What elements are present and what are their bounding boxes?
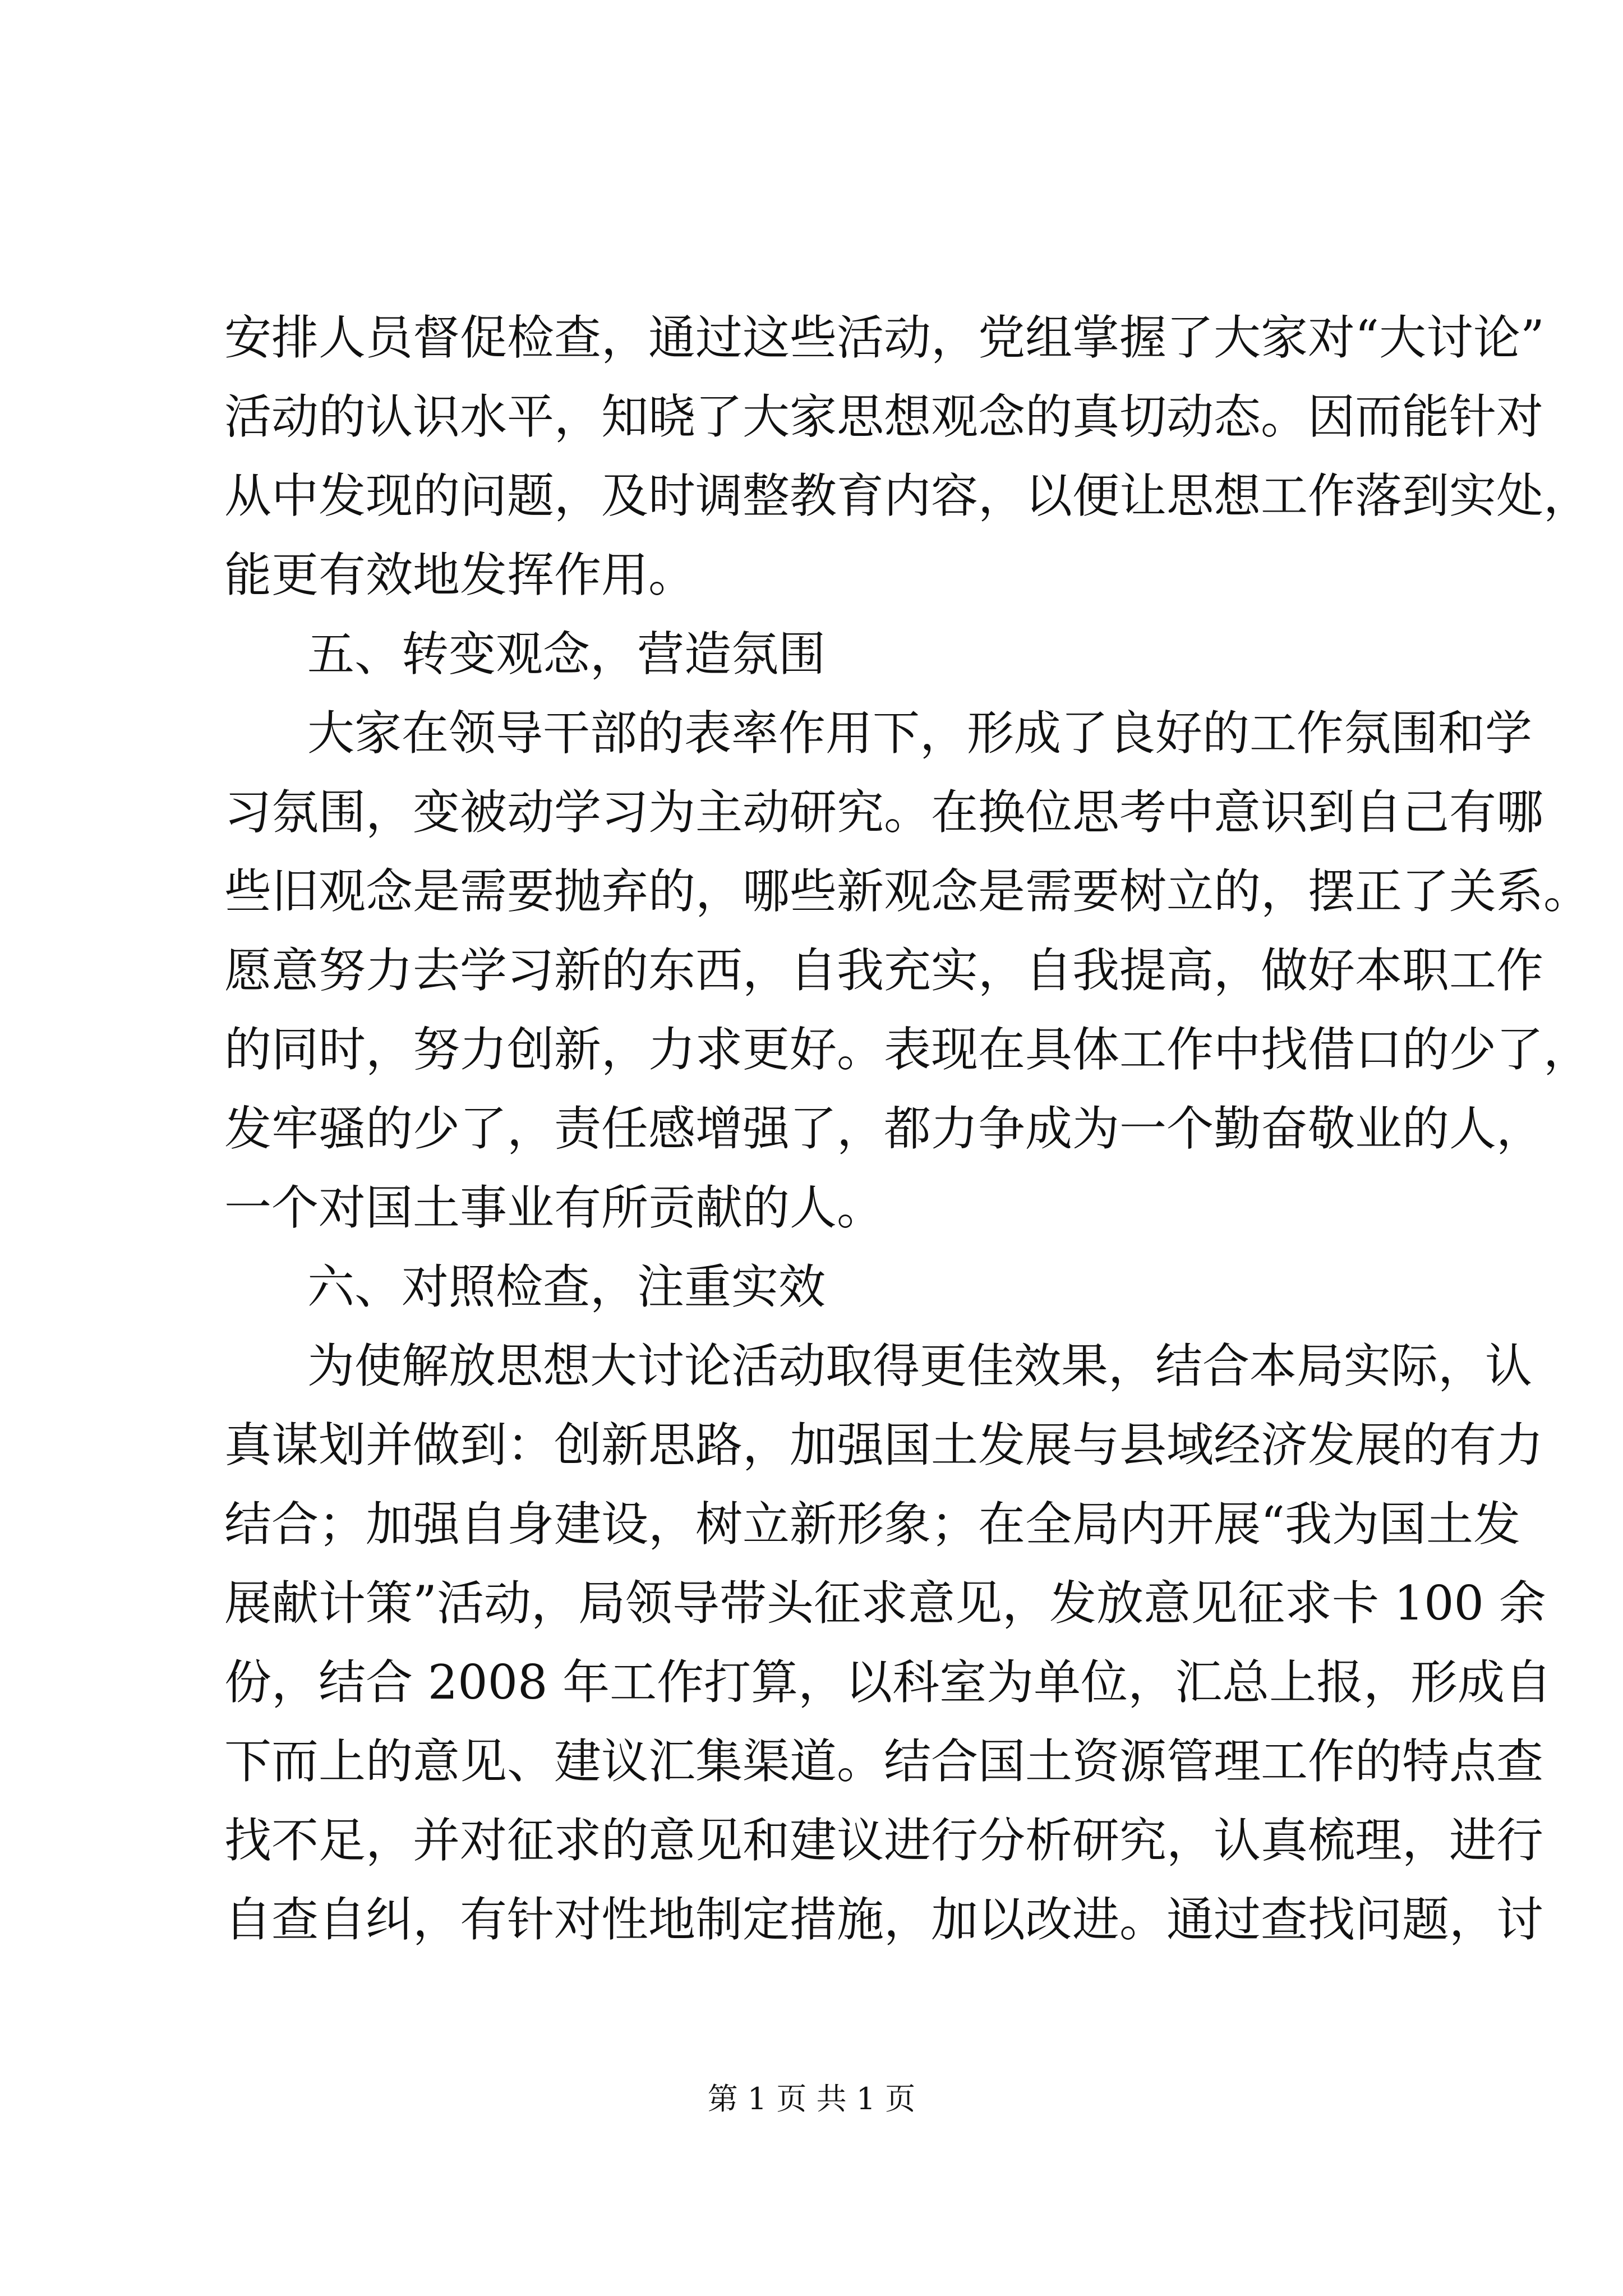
paragraph-line: 从中发现的问题，及时调整教育内容，以便让思想工作落到实处， [224, 468, 1591, 523]
paragraph-line: 些旧观念是需要抛弃的，哪些新观念是需要树立的，摆正了关系。 [224, 864, 1591, 919]
paragraph-line: 份，结合 2008 年工作打算，以科室为单位，汇总上报，形成自 [224, 1655, 1552, 1710]
page-footer: 第 1 页 共 1 页 [707, 2081, 916, 2116]
paragraph-line: 下而上的意见、建议汇集渠道。结合国土资源管理工作的特点查 [224, 1734, 1544, 1789]
paragraph-line: 真谋划并做到：创新思路，加强国土发展与县域经济发展的有力 [224, 1418, 1544, 1473]
paragraph-line: 一个对国土事业有所贡献的人。 [224, 1180, 884, 1235]
paragraph-line: 安排人员督促检查，通过这些活动，党组掌握了大家对“大讨论” [224, 310, 1544, 365]
paragraph-line: 发牢骚的少了，责任感增强了，都力争成为一个勤奋敬业的人， [224, 1101, 1544, 1156]
paragraph-line: 能更有效地发挥作用。 [224, 547, 696, 602]
section-heading: 六、对照检查，注重实效 [307, 1259, 826, 1314]
section-heading: 五、转变观念，营造氛围 [307, 627, 826, 682]
paragraph-line: 展献计策”活动，局领导带头征求意见，发放意见征求卡 100 余 [224, 1576, 1546, 1631]
paragraph-line: 为使解放思想大讨论活动取得更佳效果，结合本局实际，认 [307, 1338, 1533, 1393]
paragraph-line: 结合；加强自身建设，树立新形象；在全局内开展“我为国土发 [224, 1497, 1520, 1552]
paragraph-line: 活动的认识水平，知晓了大家思想观念的真切动态。因而能针对 [224, 389, 1544, 444]
paragraph-line: 的同时，努力创新，力求更好。表现在具体工作中找借口的少了， [224, 1022, 1591, 1077]
paragraph-line: 习氛围，变被动学习为主动研究。在换位思考中意识到自己有哪 [224, 785, 1544, 840]
paragraph-line: 自查自纠，有针对性地制定措施，加以改进。通过查找问题，讨 [224, 1892, 1544, 1947]
paragraph-line: 找不足，并对征求的意见和建议进行分析研究，认真梳理，进行 [224, 1813, 1544, 1868]
paragraph-line: 大家在领导干部的表率作用下，形成了良好的工作氛围和学 [307, 706, 1533, 761]
paragraph-line: 愿意努力去学习新的东西，自我充实，自我提高，做好本职工作 [224, 943, 1544, 998]
